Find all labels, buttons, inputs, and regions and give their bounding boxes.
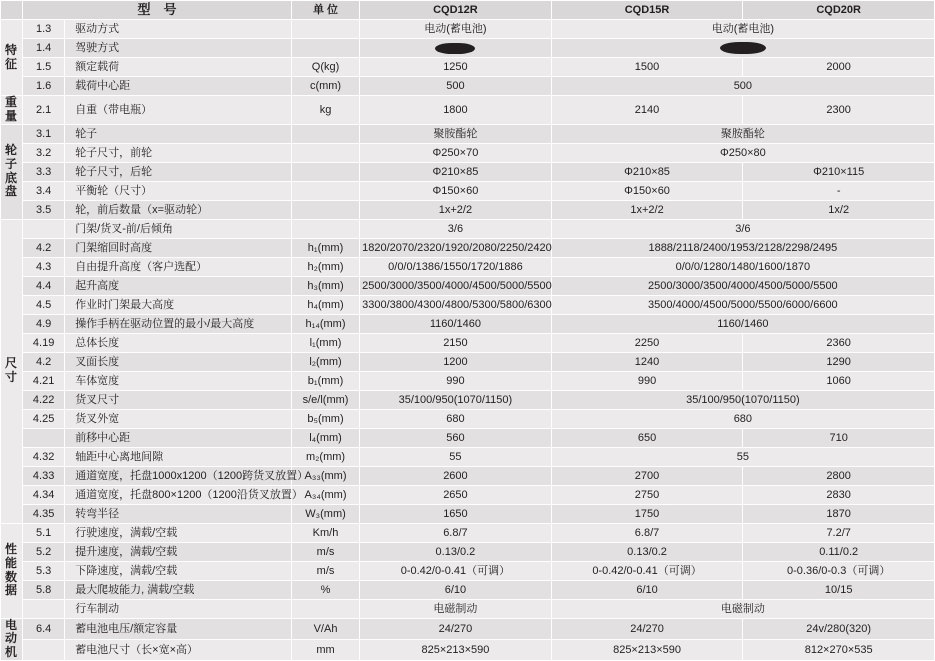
- row-value: 2140: [551, 96, 743, 125]
- row-value: 2830: [743, 485, 935, 504]
- row-value: 0-0.42/0-0.41（可调）: [551, 561, 743, 580]
- row-unit: l₂(mm): [291, 352, 359, 371]
- row-item-label: 载荷中心距: [65, 77, 292, 96]
- row-value: 710: [743, 428, 935, 447]
- row-value: 1200: [360, 352, 552, 371]
- table-row: [1, 580, 935, 599]
- row-value: 2300: [743, 96, 935, 125]
- table-row: [1, 485, 935, 504]
- row-value: 24/270: [551, 618, 743, 639]
- row-number: [23, 428, 65, 447]
- row-unit: b₅(mm): [291, 409, 359, 428]
- row-value: 2250: [551, 333, 743, 352]
- row-item-label: 门架缩回时高度: [65, 238, 292, 257]
- row-number: 4.9: [23, 314, 65, 333]
- row-unit: h₃(mm): [291, 276, 359, 295]
- header-model-1: CQD12R: [360, 1, 552, 20]
- header-model: 型 号: [23, 1, 292, 20]
- row-number: 4.2: [23, 352, 65, 371]
- row-unit: W₃(mm): [291, 504, 359, 523]
- table-row: [1, 409, 935, 428]
- row-value: 2650: [360, 485, 552, 504]
- driving-mode-icon: [435, 43, 475, 54]
- row-value: 6/10: [551, 580, 743, 599]
- table-row: [1, 447, 935, 466]
- row-value: Φ150×60: [551, 181, 743, 200]
- row-item-label: 轮子尺寸，后轮: [65, 162, 292, 181]
- row-unit: [291, 143, 359, 162]
- row-unit: [291, 39, 359, 58]
- row-unit: l₄(mm): [291, 428, 359, 447]
- table-row: [1, 20, 935, 39]
- table-row: [1, 58, 935, 77]
- row-unit: A₃₄(mm): [291, 485, 359, 504]
- row-unit: [291, 181, 359, 200]
- row-group-label: 轮 子 底 盘: [1, 124, 23, 219]
- table-row: [1, 219, 935, 238]
- row-value: 0-0.36/0-0.3（可调）: [743, 561, 935, 580]
- row-unit: [291, 599, 359, 618]
- row-item-label: 驾驶方式: [65, 39, 292, 58]
- row-number: 4.21: [23, 371, 65, 390]
- row-value: 680: [551, 409, 934, 428]
- table-row: [1, 295, 935, 314]
- row-value: 2150: [360, 333, 552, 352]
- table-row: [1, 181, 935, 200]
- row-value: 560: [360, 428, 552, 447]
- table-row: [1, 200, 935, 219]
- table-row: [1, 371, 935, 390]
- row-value: 0-0.42/0-0.41（可调）: [360, 561, 552, 580]
- row-number: [23, 599, 65, 618]
- row-unit: h₁₄(mm): [291, 314, 359, 333]
- row-value: 35/100/950(1070/1150): [551, 390, 934, 409]
- row-item-label: 行驶速度，满载/空载: [65, 523, 292, 542]
- row-value: 1750: [551, 504, 743, 523]
- row-value: 680: [360, 409, 552, 428]
- row-item-label: 总体长度: [65, 333, 292, 352]
- row-unit: V/Ah: [291, 618, 359, 639]
- row-value: 0/0/0/1386/1550/1720/1886: [360, 257, 552, 276]
- row-value: 0.13/0.2: [551, 542, 743, 561]
- row-unit: l₁(mm): [291, 333, 359, 352]
- row-unit: m/s: [291, 561, 359, 580]
- table-header: [1, 1, 935, 20]
- row-item-label: 通道宽度，托盘800×1200（1200沿货叉放置）: [65, 485, 292, 504]
- row-value: 1888/2118/2400/1953/2128/2298/2495: [551, 238, 934, 257]
- row-item-label: 行车制动: [65, 599, 292, 618]
- row-value: 电动(蓄电池): [551, 20, 934, 39]
- row-value: 10/15: [743, 580, 935, 599]
- row-value: 500: [551, 77, 934, 96]
- table-row: [1, 639, 935, 660]
- row-value: [551, 39, 934, 58]
- row-group-label: 特 征: [1, 20, 23, 96]
- driving-mode-icon: [720, 42, 766, 54]
- row-item-label: 货叉外宽: [65, 409, 292, 428]
- row-unit: [291, 162, 359, 181]
- row-unit: c(mm): [291, 77, 359, 96]
- row-value: 1500: [551, 58, 743, 77]
- row-value: 2500/3000/3500/4000/4500/5000/5500: [551, 276, 934, 295]
- row-value: 24v/280(320): [743, 618, 935, 639]
- row-value: Φ150×60: [360, 181, 552, 200]
- row-unit: [291, 124, 359, 143]
- row-item-label: 货叉尺寸: [65, 390, 292, 409]
- row-value: 聚胺酯轮: [551, 124, 934, 143]
- row-value: 6/10: [360, 580, 552, 599]
- row-number: 4.5: [23, 295, 65, 314]
- row-value: 825×213×590: [360, 639, 552, 660]
- table-row: [1, 314, 935, 333]
- table-row: [1, 333, 935, 352]
- row-item-label: 车体宽度: [65, 371, 292, 390]
- row-number: 1.4: [23, 39, 65, 58]
- row-unit: [291, 200, 359, 219]
- row-number: 5.1: [23, 523, 65, 542]
- row-value: 1820/2070/2320/1920/2080/2250/2420: [360, 238, 552, 257]
- table-row: [1, 428, 935, 447]
- row-value: 2750: [551, 485, 743, 504]
- row-unit: %: [291, 580, 359, 599]
- row-value: 650: [551, 428, 743, 447]
- row-number: 4.33: [23, 466, 65, 485]
- row-unit: [291, 20, 359, 39]
- table-row: [1, 124, 935, 143]
- header-unit: 单 位: [291, 1, 359, 20]
- row-item-label: 轮子尺寸，前轮: [65, 143, 292, 162]
- table-body: [1, 20, 935, 661]
- row-value: 812×270×535: [743, 639, 935, 660]
- row-number: 4.32: [23, 447, 65, 466]
- row-value: 1870: [743, 504, 935, 523]
- table-row: [1, 257, 935, 276]
- row-value: 1800: [360, 96, 552, 125]
- row-group-label: 电 动 机: [1, 618, 23, 660]
- row-number: 4.4: [23, 276, 65, 295]
- row-value: 0/0/0/1280/1480/1600/1870: [551, 257, 934, 276]
- row-value: 电动(蓄电池): [360, 20, 552, 39]
- row-item-label: 作业时门架最大高度: [65, 295, 292, 314]
- row-value: 1290: [743, 352, 935, 371]
- row-value: 24/270: [360, 618, 552, 639]
- row-item-label: 轮，前后数量（x=驱动轮）: [65, 200, 292, 219]
- row-item-label: 平衡轮（尺寸）: [65, 181, 292, 200]
- row-unit: h₁(mm): [291, 238, 359, 257]
- row-value: 6.8/7: [360, 523, 552, 542]
- table-row: [1, 162, 935, 181]
- row-item-label: 通道宽度，托盘1000x1200（1200跨货叉放置）: [65, 466, 292, 485]
- row-item-label: 提升速度，满载/空载: [65, 542, 292, 561]
- row-number: 6.4: [23, 618, 65, 639]
- row-value: Φ250×70: [360, 143, 552, 162]
- row-value: 电磁制动: [360, 599, 552, 618]
- row-value: Φ210×115: [743, 162, 935, 181]
- table-row: [1, 39, 935, 58]
- row-item-label: 转弯半径: [65, 504, 292, 523]
- table-row: [1, 618, 935, 639]
- row-value: 2500/3000/3500/4000/4500/5000/5500: [360, 276, 552, 295]
- row-number: 3.1: [23, 124, 65, 143]
- row-number: 3.5: [23, 200, 65, 219]
- row-number: [23, 219, 65, 238]
- row-unit: h₄(mm): [291, 295, 359, 314]
- table-row: [1, 352, 935, 371]
- row-value: 3500/4000/4500/5000/5500/6000/6600: [551, 295, 934, 314]
- row-value: 0.11/0.2: [743, 542, 935, 561]
- row-value: 3/6: [551, 219, 934, 238]
- table-row: [1, 561, 935, 580]
- row-unit: Q(kg): [291, 58, 359, 77]
- row-item-label: 蓄电池尺寸（长×宽×高）: [65, 639, 292, 660]
- row-value: 1650: [360, 504, 552, 523]
- row-unit: b₁(mm): [291, 371, 359, 390]
- row-value: 0.13/0.2: [360, 542, 552, 561]
- row-item-label: 蓄电池电压/额定容量: [65, 618, 292, 639]
- row-value: Φ210×85: [551, 162, 743, 181]
- row-number: 3.4: [23, 181, 65, 200]
- row-unit: s/e/l(mm): [291, 390, 359, 409]
- row-item-label: 下降速度，满载/空载: [65, 561, 292, 580]
- table-row: [1, 96, 935, 125]
- row-value: 3300/3800/4300/4800/5300/5800/6300: [360, 295, 552, 314]
- row-number: 5.3: [23, 561, 65, 580]
- header-group-blank: [1, 1, 23, 20]
- row-number: 4.35: [23, 504, 65, 523]
- row-value: Φ210×85: [360, 162, 552, 181]
- row-value: 1160/1460: [551, 314, 934, 333]
- row-number: 4.3: [23, 257, 65, 276]
- header-row: [1, 1, 935, 20]
- table-row: [1, 238, 935, 257]
- row-number: 4.22: [23, 390, 65, 409]
- row-number: 3.3: [23, 162, 65, 181]
- row-item-label: 门架/货叉-前/后倾角: [65, 219, 292, 238]
- row-unit: kg: [291, 96, 359, 125]
- table-row: [1, 542, 935, 561]
- row-item-label: 轮子: [65, 124, 292, 143]
- table-row: [1, 523, 935, 542]
- row-value: 55: [360, 447, 552, 466]
- row-number: 4.34: [23, 485, 65, 504]
- row-value: 1250: [360, 58, 552, 77]
- row-number: [23, 639, 65, 660]
- row-number: 4.19: [23, 333, 65, 352]
- header-model-2: CQD15R: [551, 1, 743, 20]
- table-row: [1, 504, 935, 523]
- row-value: 1x+2/2: [360, 200, 552, 219]
- row-value: 2800: [743, 466, 935, 485]
- row-item-label: 自由提升高度（客户选配）: [65, 257, 292, 276]
- row-item-label: 自重（带电瓶）: [65, 96, 292, 125]
- row-value: 35/100/950(1070/1150): [360, 390, 552, 409]
- table-row: [1, 390, 935, 409]
- table-row: [1, 466, 935, 485]
- row-unit: h₂(mm): [291, 257, 359, 276]
- row-value: Φ250×80: [551, 143, 934, 162]
- row-value: 1060: [743, 371, 935, 390]
- row-unit: A₃₃(mm): [291, 466, 359, 485]
- row-group-label: 性 能 数 据: [1, 523, 23, 618]
- row-value: 6.8/7: [551, 523, 743, 542]
- table-row: [1, 599, 935, 618]
- row-item-label: 驱动方式: [65, 20, 292, 39]
- row-unit: m₂(mm): [291, 447, 359, 466]
- table-row: [1, 276, 935, 295]
- row-number: 1.6: [23, 77, 65, 96]
- row-value: 500: [360, 77, 552, 96]
- row-value: 55: [551, 447, 934, 466]
- row-group-label: 尺 寸: [1, 219, 23, 523]
- row-value: 3/6: [360, 219, 552, 238]
- row-unit: Km/h: [291, 523, 359, 542]
- row-value: 825×213×590: [551, 639, 743, 660]
- row-number: 4.2: [23, 238, 65, 257]
- row-value: 2360: [743, 333, 935, 352]
- row-value: [360, 39, 552, 58]
- row-value: 2600: [360, 466, 552, 485]
- row-number: 3.2: [23, 143, 65, 162]
- row-number: 5.8: [23, 580, 65, 599]
- row-value: 1x+2/2: [551, 200, 743, 219]
- row-value: -: [743, 181, 935, 200]
- row-item-label: 轴距中心离地间隙: [65, 447, 292, 466]
- row-value: 1160/1460: [360, 314, 552, 333]
- row-value: 1x/2: [743, 200, 935, 219]
- row-value: 990: [551, 371, 743, 390]
- row-item-label: 起升高度: [65, 276, 292, 295]
- row-number: 1.5: [23, 58, 65, 77]
- row-item-label: 操作手柄在驱动位置的最小/最大高度: [65, 314, 292, 333]
- row-group-label: 重 量: [1, 96, 23, 125]
- row-value: 电磁制动: [551, 599, 934, 618]
- row-value: 聚胺酯轮: [360, 124, 552, 143]
- row-value: 2700: [551, 466, 743, 485]
- row-item-label: 最大爬坡能力, 满载/空载: [65, 580, 292, 599]
- header-model-3: CQD20R: [743, 1, 935, 20]
- table-row: [1, 143, 935, 162]
- row-number: 1.3: [23, 20, 65, 39]
- row-number: 5.2: [23, 542, 65, 561]
- row-number: 4.25: [23, 409, 65, 428]
- row-value: 2000: [743, 58, 935, 77]
- row-value: 990: [360, 371, 552, 390]
- row-item-label: 叉面长度: [65, 352, 292, 371]
- table-row: [1, 77, 935, 96]
- row-value: 7.2/7: [743, 523, 935, 542]
- row-value: 1240: [551, 352, 743, 371]
- row-unit: m/s: [291, 542, 359, 561]
- row-number: 2.1: [23, 96, 65, 125]
- row-item-label: 前移中心距: [65, 428, 292, 447]
- row-unit: mm: [291, 639, 359, 660]
- row-item-label: 额定载荷: [65, 58, 292, 77]
- row-unit: [291, 219, 359, 238]
